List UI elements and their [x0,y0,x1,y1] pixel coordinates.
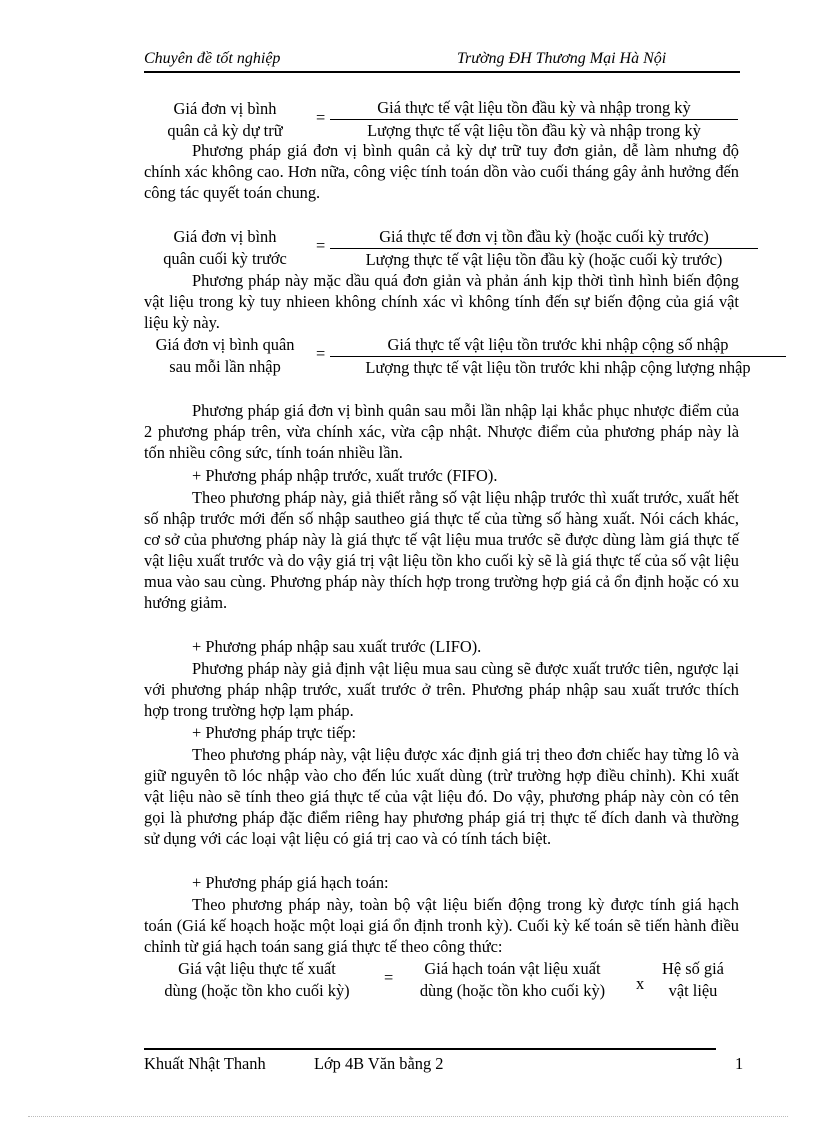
formula-term-accounting-price [400,958,625,1002]
denominator: Lượng thực tế vật liệu tồn đầu kỳ (hoặc cuối kỳ trước) [365,250,723,269]
page-number: 1 [735,1054,744,1073]
equals-sign: = [316,344,326,363]
paragraph-accounting-price-heading: + Phương pháp giá hạch toán: [192,873,389,892]
equals-sign: = [384,968,394,987]
numerator: Giá thực tế đơn vị tồn đầu kỳ (hoặc cuối kỳ trước) [330,226,758,249]
term-line2: dùng (hoặc tồn kho cuối kỳ) [164,981,350,1000]
formula-term-price-coefficient [648,958,738,1002]
equals-sign: = [316,236,326,255]
formula-label-line1: Giá đơn vị bình [173,227,277,246]
numerator: Giá thực tế vật liệu tồn đầu kỳ và nhập trong kỳ [330,97,738,120]
equals-sign: = [316,108,326,127]
footer-rule [144,1048,716,1050]
formula-label-line2: quân cuối kỳ trước [163,249,287,268]
header-left: Chuyên đề tốt nghiệp [144,50,281,67]
term-line1: Giá vật liệu thực tế xuất [178,959,336,978]
denominator: Lượng thực tế vật liệu tồn trước khi nhập cộng lượng nhập [365,358,751,377]
header-rule [144,71,740,73]
fraction [330,226,758,271]
paragraph-lifo: Phương pháp này giả định vật liệu mua sau cùng sẽ được xuất trước tiên, ngược lại với phương pháp nhập trước, xuất trước ở trên. Phương pháp nhập sau xuất trước thích hợp trong trường hợp lạm pháp. [144,659,739,720]
paragraph-accounting-price: Theo phương pháp này, toàn bộ vật liệu biến động trong kỳ được tính giá hạch toán (Giá kế hoạch hoặc một loại giá ổn định tronh kỳ). Cuối kỳ kế toán sẽ tiến hành điều chỉnh từ giá hạch toán sang giá thực tế theo công thức: [144,895,739,956]
term-line2: dùng (hoặc tồn kho cuối kỳ) [419,981,606,1000]
fraction [330,334,786,379]
denominator: Lượng thực tế vật liệu tồn đầu kỳ và nhập trong kỳ [367,121,701,140]
header-right: Trường ĐH Thương Mại Hà Nội [457,50,667,67]
formula-label [150,98,300,142]
term-line1: Hệ số giá [662,959,724,978]
numerator: Giá thực tế vật liệu tồn trước khi nhập cộng số nhập [330,334,786,357]
footer-author: Khuất Nhật Thanh [144,1054,266,1073]
formula-label-line2: quân cả kỳ dự trữ [167,121,283,140]
paragraph-fifo-heading: + Phương pháp nhập trước, xuất trước (FIFO). [192,466,498,485]
formula-label-line1: Giá đơn vị bình quân [155,335,295,354]
footer-class: Lớp 4B Văn bằng 2 [314,1054,444,1073]
paragraph-3: Phương pháp giá đơn vị bình quân sau mỗi lần nhập lại khắc phục nhược điểm của 2 phương pháp trên, vừa chính xác, vừa cập nhật. Nhược điểm của phương pháp này là tốn nhiều công sức, tính toán nhiều lần. [144,401,739,462]
formula-label-line1: Giá đơn vị bình [173,99,277,118]
formula-label-line2: sau mỗi lần nhập [169,357,281,376]
paragraph-fifo: Theo phương pháp này, giả thiết rằng số vật liệu nhập trước thì xuất trước, xuất hết số nhập trước mới đến số nhập sautheo giá thực tế của từng số hàng xuất. Nói cách khác, cơ sở của phương pháp này là giá thực tế vật liệu mua trước sẽ được dùng làm giá thực tế vật liệu xuất trước và do vậy giá trị vật liệu tồn kho cuối kỳ sẽ là giá thực tế của số vật liệu mua vào sau cùng. Phương pháp này thích hợp trong trường hợp giá cả ổn định hoặc có xu hướng giảm. [144,488,739,612]
paragraph-1: Phương pháp giá đơn vị bình quân cả kỳ dự trữ tuy đơn giản, dễ làm nhưng độ chính xác không cao. Hơn nữa, công việc tính toán dồn vào cuối tháng gây ảnh hưởng đến công tác quyết toán chung. [144,141,739,202]
formula-label [150,226,300,270]
paragraph-direct-heading: + Phương pháp trực tiếp: [192,723,357,742]
fraction [330,97,738,142]
term-line2: vật liệu [668,981,718,1000]
formula-label [140,334,310,378]
formula-term-actual-price [144,958,370,1002]
page-bottom-dotted-line [28,1116,788,1117]
paragraph-2: Phương pháp này mặc dầu quá đơn giản và phản ánh kịp thời tình hình biến động vật liệu trong kỳ tuy nhieen không chính xác vì không tính đến sự biến động của giá vật liệu kỳ này. [144,271,739,332]
paragraph-direct: Theo phương pháp này, vật liệu được xác định giá trị theo đơn chiếc hay từng lô và giữ nguyên tõ lóc nhập vào cho đến lúc xuất dùng (trừ trường hợp điều chỉnh). Khi xuất vật liệu nào sẽ tính theo giá thực tế của vật liệu đó. Do vậy, phương pháp này còn có tên gọi là phương pháp đặc điểm riêng hay phương pháp giá trị thực tế đích danh và thường sử dụng với các loại vật liệu có giá trị cao và có tính tách biệt. [144,745,739,848]
paragraph-lifo-heading: + Phương pháp nhập sau xuất trước (LIFO). [192,637,482,656]
term-line1: Giá hạch toán vật liệu xuất [424,959,601,978]
multiply-sign: x [636,974,645,993]
